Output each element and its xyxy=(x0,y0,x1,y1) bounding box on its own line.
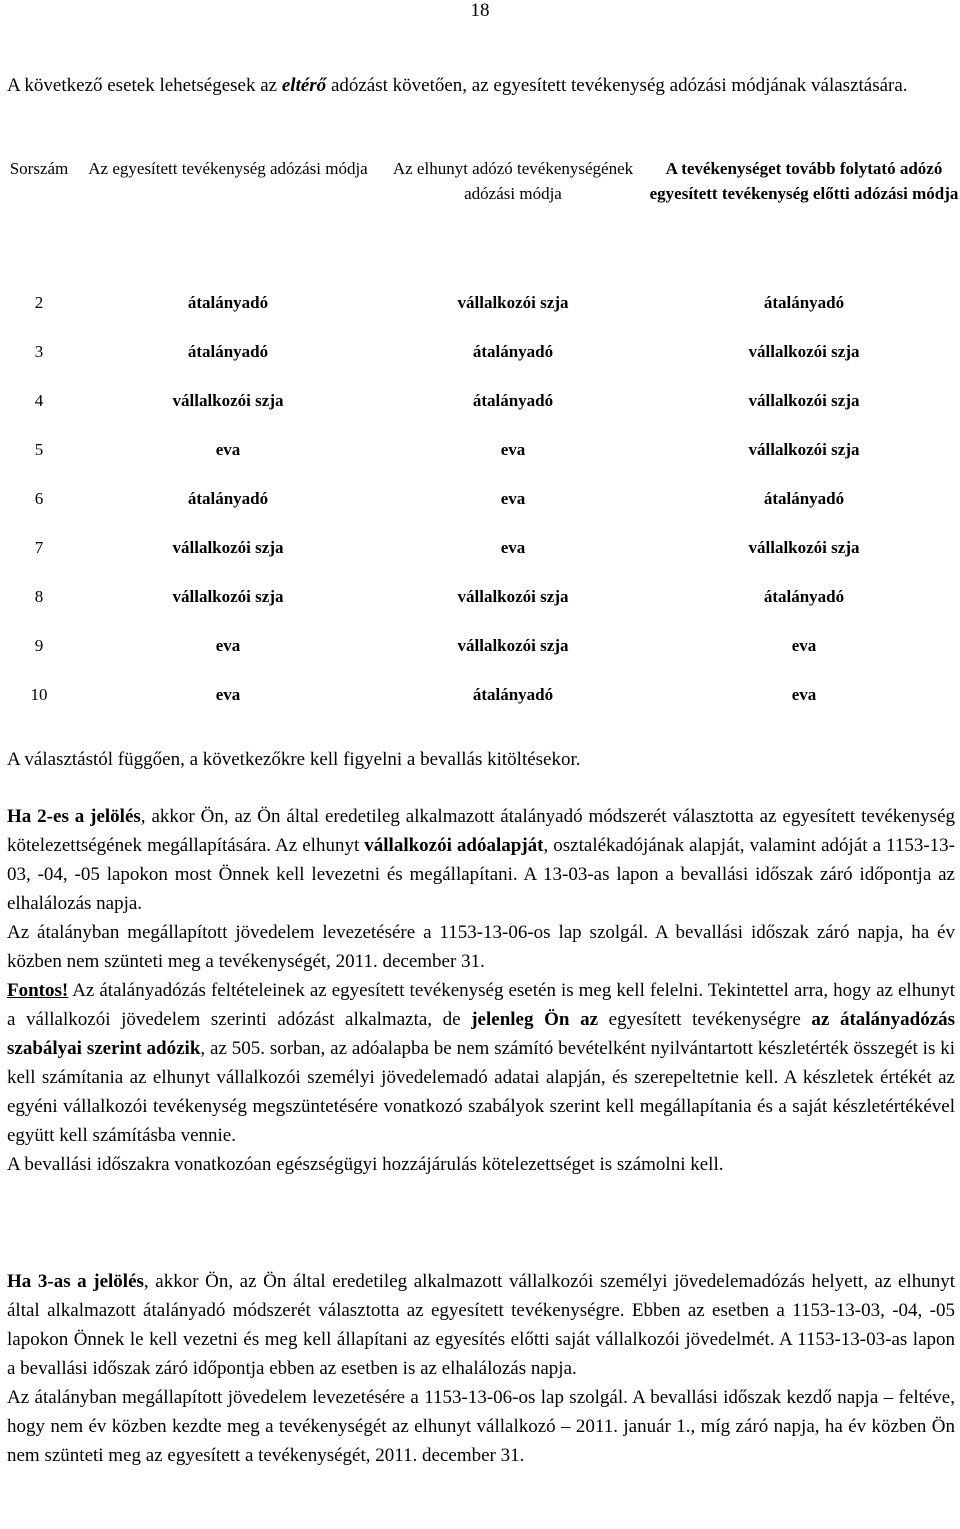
cell-elhunyt: eva xyxy=(500,439,526,459)
cell-egyesitett: eva xyxy=(215,439,241,459)
section-case-2 xyxy=(7,802,955,1179)
table-row xyxy=(0,474,960,523)
case-2-text-3: Az átalányadózás feltételeinek az egyesített tevékenység esetén is meg kell felelni. Tekintettel arra, hogy az elhunyt a vállalkozói jövedelem szerinti adózást alkalmazta, de xyxy=(7,980,955,1030)
row-number: 2 xyxy=(34,292,44,312)
table-row xyxy=(0,425,960,474)
row-number: 7 xyxy=(34,537,44,557)
table-row xyxy=(0,572,960,621)
case-3-paragraph xyxy=(7,1267,955,1383)
row-number: 8 xyxy=(34,586,44,606)
cell-elhunyt: eva xyxy=(500,488,526,508)
table-row xyxy=(0,523,960,572)
cases-table xyxy=(0,156,960,719)
header-egyesitett: Az egyesített tevékenység adózási módja xyxy=(88,159,368,178)
row-number: 5 xyxy=(34,439,44,459)
case-2-paragraph-atalany: Az átalányban megállapított jövedelem levezetésére a 1153-13-06-os lap szolgál. A bevallási időszak záró napja, ha év közben nem szünteti meg a tevékenységét, 2011. december 31. xyxy=(7,922,955,972)
case-2-paragraph-eho: A bevallási időszakra vonatkozóan egészségügyi hozzájárulás kötelezettséget is számolni kell. xyxy=(7,1154,724,1175)
table-row xyxy=(0,278,960,327)
case-2-text-1: , akkor Ön, az Ön által eredetileg alkalmazott átalányadó módszerét választotta az egyesített tevékenység kötelezettségének megállapítására. Az elhunyt xyxy=(7,806,956,856)
cell-tovabb-folytato: vállalkozói szja xyxy=(748,341,860,361)
case-2-paragraph-fontos xyxy=(7,976,955,1150)
choice-note-text: A választástól függően, a következőkre kell figyelni a bevallás kitöltésekor. xyxy=(7,749,581,770)
row-number: 10 xyxy=(30,684,48,704)
cell-egyesitett: vállalkozói szja xyxy=(172,537,284,557)
case-2-text-2: , osztalékadójának alapját, valamint adóját a 1153-13-03, -04, -05 lapokon most Önnek kell levezetni és megállapítani. A 13-03-as lapon a bevallási időszak záró időpontja az elhalálozás napja. xyxy=(7,835,955,914)
case-2-paragraph xyxy=(7,802,955,918)
case-2-bold-1: vállalkozói adóalapját xyxy=(364,835,544,856)
cell-egyesitett: vállalkozói szja xyxy=(172,586,284,606)
cell-egyesitett: eva xyxy=(215,684,241,704)
row-number: 3 xyxy=(34,341,44,361)
intro-paragraph xyxy=(7,72,953,100)
intro-emphasis: eltérő xyxy=(281,75,327,96)
cell-tovabb-folytato: eva xyxy=(791,684,817,704)
case-2-text-4: egyesített tevékenységre xyxy=(598,1009,812,1030)
case-2-heading: Ha 2-es a jelölés xyxy=(7,806,141,827)
cell-egyesitett: átalányadó xyxy=(187,341,269,361)
case-3-paragraph-atalany: Az átalányban megállapított jövedelem levezetésére a 1153-13-06-os lap szolgál. A bevallási időszak kezdő napja – feltéve, hogy nem év közben kezdte meg a tevékenységét az elhunyt vállalkozó – 2011. január 1., míg záró napja, ha év közben Ön nem szünteti meg az egyesített a tevékenységét, 2011. december 31. xyxy=(7,1387,955,1466)
intro-text-1: A következő esetek lehetségesek az xyxy=(7,75,282,96)
cell-elhunyt: átalányadó xyxy=(472,684,554,704)
header-elhunyt: Az elhunyt adózó tevékenységének adózási módja xyxy=(392,159,634,203)
page-number: 18 xyxy=(470,0,490,21)
cell-tovabb-folytato: átalányadó xyxy=(763,292,845,312)
fontos-label: Fontos! xyxy=(7,980,69,1001)
cell-tovabb-folytato: átalányadó xyxy=(763,488,845,508)
table-header-row xyxy=(0,156,960,278)
cell-egyesitett: vállalkozói szja xyxy=(172,390,284,410)
cell-elhunyt: vállalkozói szja xyxy=(457,586,569,606)
cell-tovabb-folytato: átalányadó xyxy=(763,586,845,606)
table-row xyxy=(0,621,960,670)
cell-tovabb-folytato: vállalkozói szja xyxy=(748,439,860,459)
section-case-3 xyxy=(7,1267,955,1470)
cell-elhunyt: vállalkozói szja xyxy=(457,635,569,655)
row-number: 6 xyxy=(34,488,44,508)
header-tovabb-folytato: A tevékenységet tovább folytató adózó egyesített tevékenység előtti adózási módja xyxy=(649,159,959,203)
cell-elhunyt: átalányadó xyxy=(472,341,554,361)
case-2-bold-3: az átalányadózás szabályai szerint adózik xyxy=(7,1009,956,1059)
case-3-text-1: , akkor Ön, az Ön által eredetileg alkalmazott vállalkozói személyi jövedelemadózás helyett, az elhunyt által alkalmazott átalányadó módszerét választotta az egyesített tevékenységre. Ebben az esetben a 1153-13-03, -04, -05 lapokon Önnek le kell vezetni és meg kell állapítani az egyesítés előtti saját vállalkozói jövedelmét. A 1153-13-03-as lapon a bevallási időszak záró időpontja ebben az esetben is az elhalálozás napja. xyxy=(7,1271,955,1379)
cell-tovabb-folytato: vállalkozói szja xyxy=(748,537,860,557)
cell-elhunyt: vállalkozói szja xyxy=(457,292,569,312)
table-row xyxy=(0,376,960,425)
choice-note xyxy=(7,745,955,774)
cell-egyesitett: eva xyxy=(215,635,241,655)
cell-egyesitett: átalányadó xyxy=(187,488,269,508)
header-sorszam: Sorszám xyxy=(9,159,69,178)
cell-tovabb-folytato: vállalkozói szja xyxy=(748,390,860,410)
case-2-text-5: , az 505. sorban, az adóalapba be nem számító bevételként nyilvántartott készletérték összegét is ki kell számítania az elhunyt vállalkozói személyi jövedelemadó adatai alapján, és szerepeltetnie kell. A készletek értékét az egyéni vállalkozói tevékenység megszüntetésére vonatkozó szabályok szerint kell megállapítania és a saját készletértékével együtt kell számításba vennie. xyxy=(7,1038,955,1146)
cell-elhunyt: eva xyxy=(500,537,526,557)
case-2-bold-2: jelenleg Ön az xyxy=(471,1009,599,1030)
intro-text-2: adózást követően, az egyesített tevékenység adózási módjának választására. xyxy=(326,75,908,96)
cell-elhunyt: átalányadó xyxy=(472,390,554,410)
cell-egyesitett: átalányadó xyxy=(187,292,269,312)
cell-tovabb-folytato: eva xyxy=(791,635,817,655)
table-row xyxy=(0,670,960,719)
row-number: 9 xyxy=(34,635,44,655)
table-row xyxy=(0,327,960,376)
case-3-heading: Ha 3-as a jelölés xyxy=(7,1271,144,1292)
row-number: 4 xyxy=(34,390,44,410)
